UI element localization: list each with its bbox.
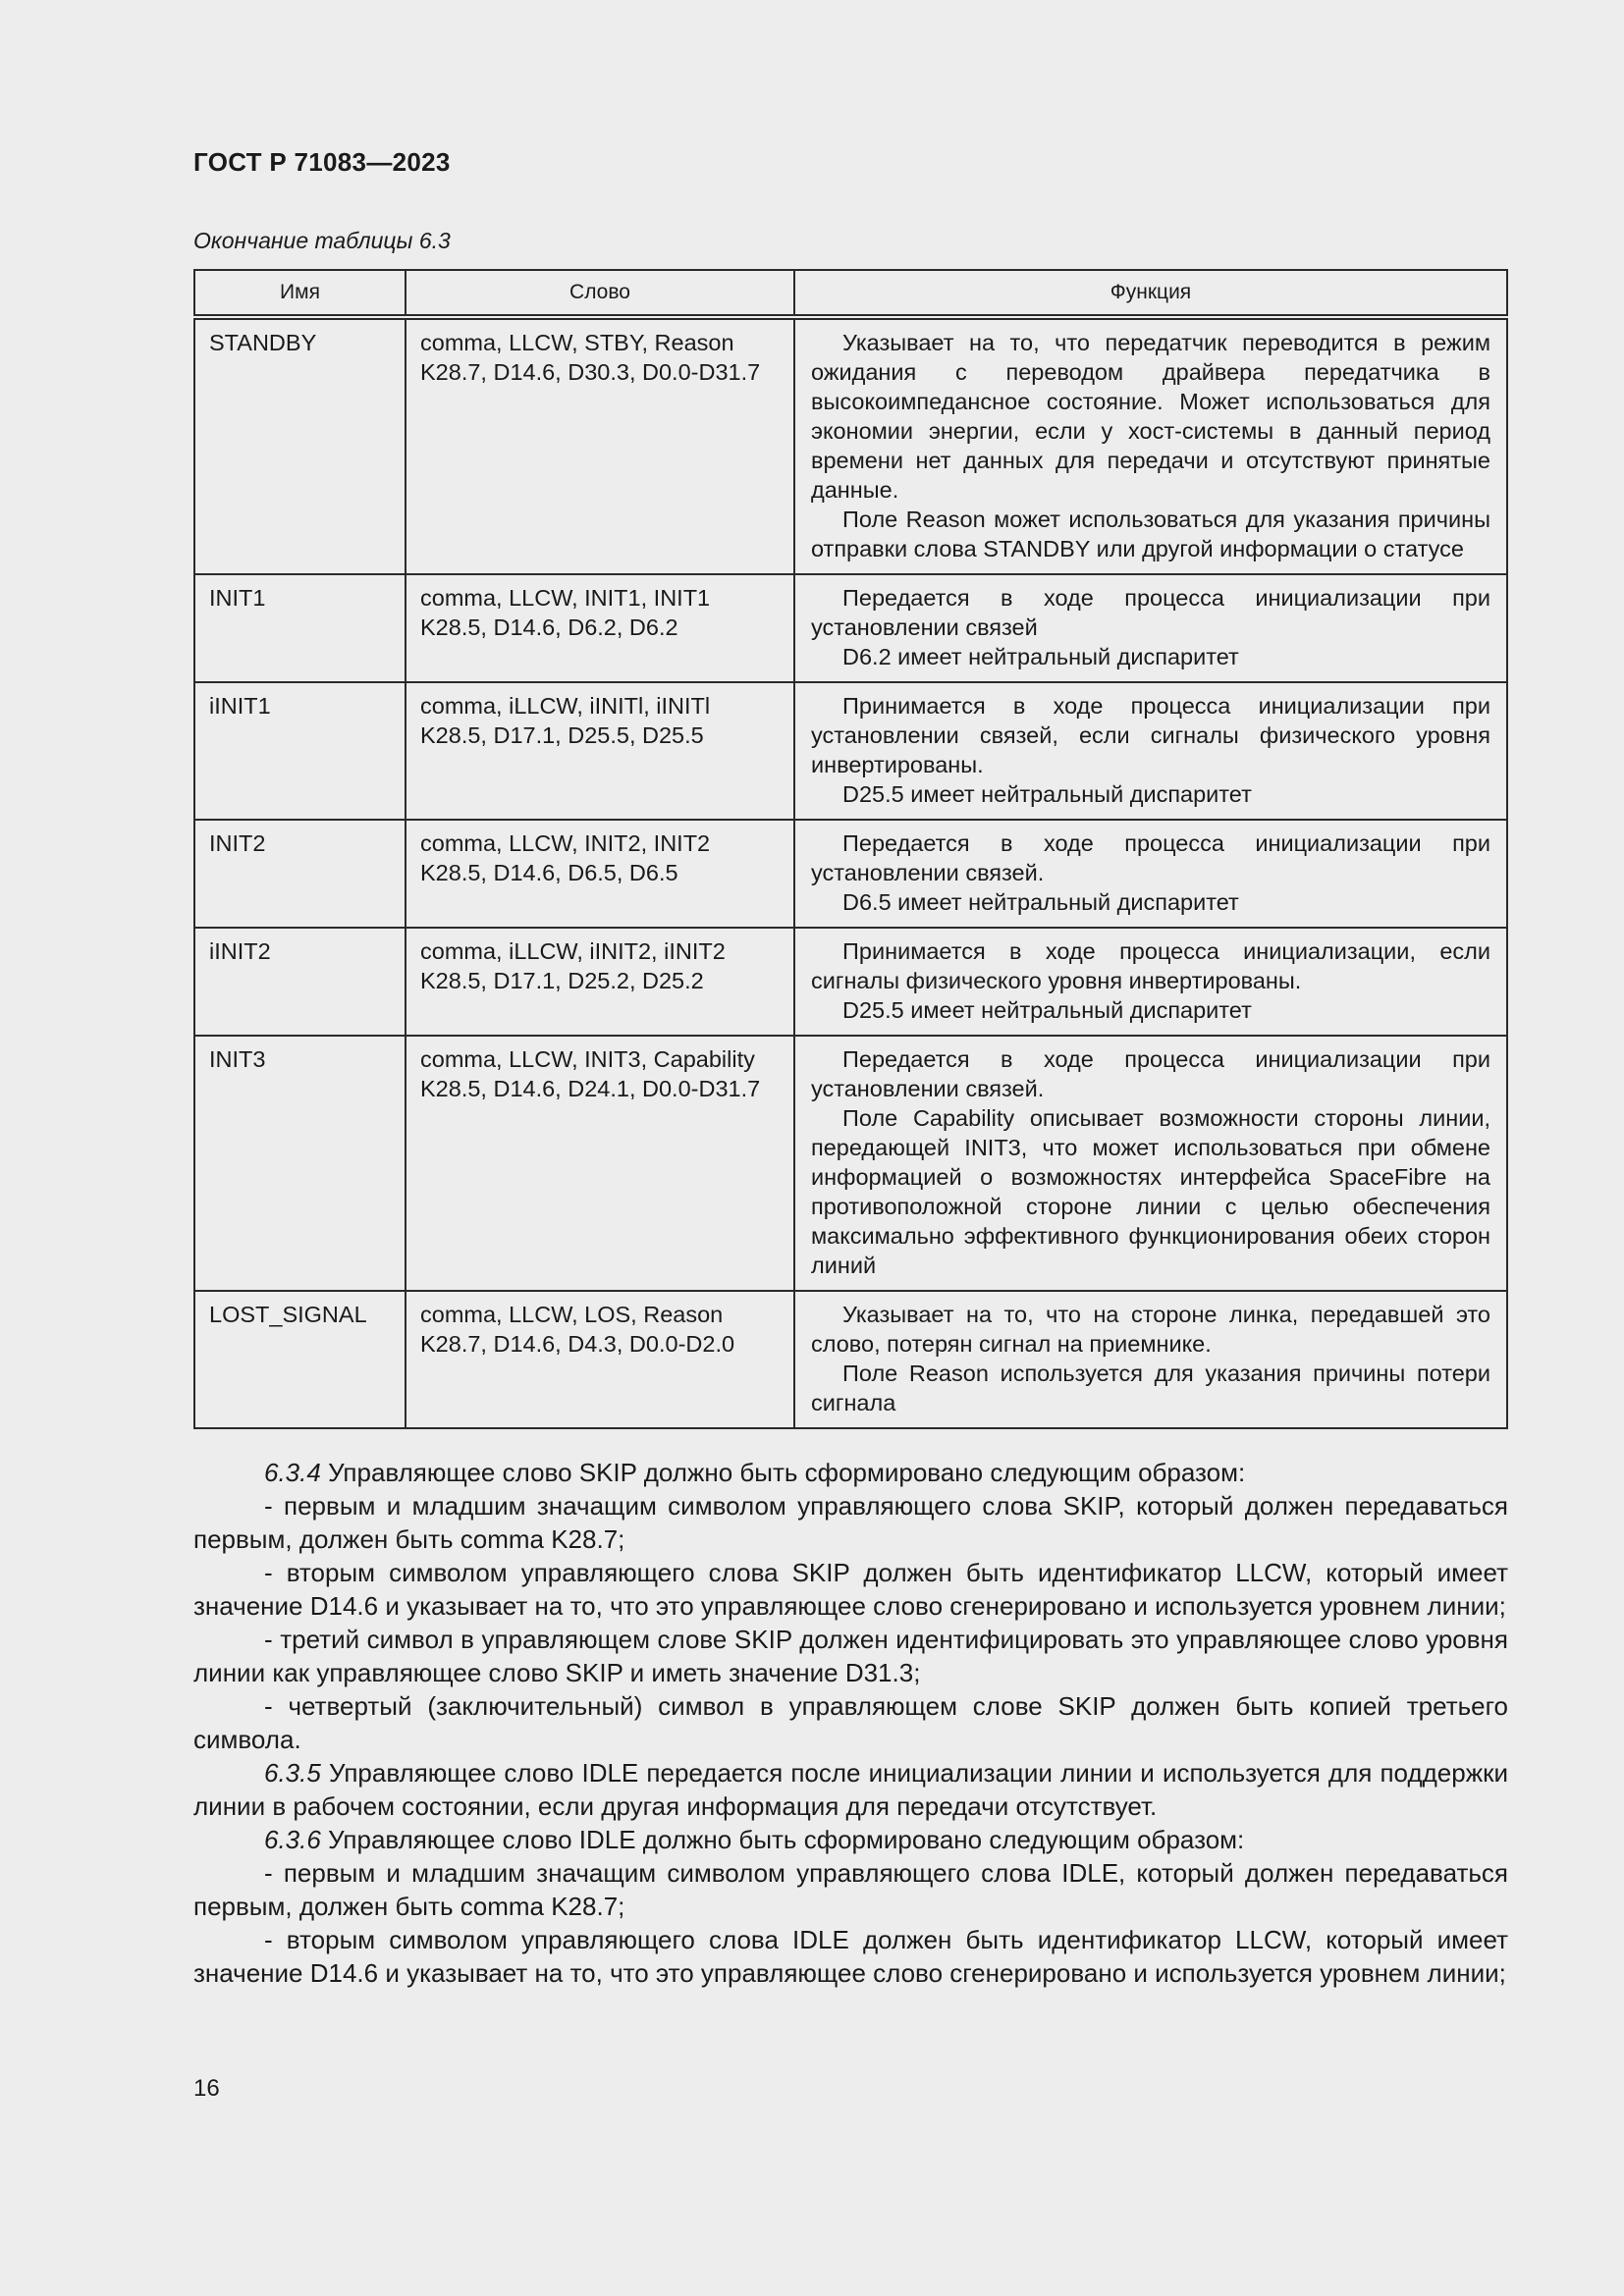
list-item: - вторым символом управляющего слова SKIP должен быть идентификатор LLCW, который имеет значение D14.6 и указывает на то, что это управляющее слово сгенерировано и используется уровнем линии; [193, 1558, 1508, 1621]
word-symbols: comma, iLLCW, iINIT2, iINIT2 [420, 938, 726, 964]
cell-name: INIT1 [194, 574, 406, 682]
function-paragraph: Указывает на то, что на стороне линка, передавшей это слово, потерян сигнал на приемнике. [811, 1302, 1490, 1357]
cell-word [406, 928, 794, 1036]
cell-word [406, 820, 794, 928]
word-codes: K28.5, D17.1, D25.2, D25.2 [420, 968, 704, 993]
function-paragraph: D6.5 имеет нейтральный диспаритет [842, 889, 1239, 915]
table-row [194, 682, 1507, 820]
list-item: - первым и младшим значащим символом управляющего слова IDLE, который должен передаваться первым, должен быть comma K28.7; [193, 1858, 1508, 1921]
word-codes: K28.7, D14.6, D30.3, D0.0-D31.7 [420, 359, 761, 385]
function-paragraph: Передается в ходе процесса инициализации при установлении связей. [811, 830, 1490, 885]
column-header-function: Функция [794, 270, 1507, 317]
table-row [194, 574, 1507, 682]
word-symbols: comma, LLCW, INIT2, INIT2 [420, 830, 711, 856]
page-number: 16 [193, 2075, 220, 2102]
table-row [194, 317, 1507, 574]
paragraph-6-3-4 [193, 1456, 1508, 1489]
word-codes: K28.5, D14.6, D6.2, D6.2 [420, 614, 678, 640]
function-paragraph: Принимается в ходе процесса инициализации при установлении связей, если сигналы физического уровня инвертированы. [811, 693, 1490, 777]
function-paragraph: Передается в ходе процесса инициализации при установлении связей. [811, 1046, 1490, 1101]
cell-name: STANDBY [194, 317, 406, 574]
standard-designation: ГОСТ Р 71083—2023 [193, 147, 451, 177]
cell-function [794, 574, 1507, 682]
cell-function [794, 1036, 1507, 1291]
function-paragraph: Указывает на то, что передатчик переводится в режим ожидания с переводом драйвера передатчика в высокоимпедансное состояние. Может использоваться для экономии энергии, если у хост-системы в данный период времени нет данных для передачи и отсутствуют принятые данные. [811, 330, 1490, 503]
list-item: - четвертый (заключительный) символ в управляющем слове SKIP должен быть копией третьего символа. [193, 1691, 1508, 1754]
column-header-name: Имя [194, 270, 406, 317]
cell-word [406, 682, 794, 820]
paragraph-text: Управляющее слово IDLE должно быть сформировано следующим образом: [328, 1825, 1245, 1854]
column-header-word: Слово [406, 270, 794, 317]
body-text [193, 1456, 1508, 1990]
cell-name: INIT3 [194, 1036, 406, 1291]
word-symbols: comma, LLCW, LOS, Reason [420, 1302, 724, 1327]
function-paragraph: Поле Reason может использоваться для указания причины отправки слова STANDBY или другой информации о статусе [811, 507, 1490, 561]
paragraph-text: Управляющее слово SKIP должно быть сформировано следующим образом: [328, 1458, 1246, 1487]
function-paragraph: Передается в ходе процесса инициализации при установлении связей [811, 585, 1490, 640]
paragraph-text: Управляющее слово IDLE передается после инициализации линии и используется для поддержки линии в рабочем состоянии, если другая информация для передачи отсутствует. [193, 1758, 1508, 1821]
paragraph-6-3-5 [193, 1756, 1508, 1823]
clause-number: 6.3.5 [264, 1758, 321, 1788]
table-header-row [194, 270, 1507, 317]
list-item: - первым и младшим значащим символом управляющего слова SKIP, который должен передаваться первым, должен быть comma K28.7; [193, 1491, 1508, 1554]
control-words-table [193, 269, 1508, 1429]
cell-function [794, 682, 1507, 820]
function-paragraph: D6.2 имеет нейтральный диспаритет [842, 644, 1239, 669]
function-paragraph: D25.5 имеет нейтральный диспаритет [842, 997, 1252, 1023]
cell-function [794, 928, 1507, 1036]
function-paragraph: D25.5 имеет нейтральный диспаритет [842, 781, 1252, 807]
cell-word [406, 1036, 794, 1291]
cell-function [794, 820, 1507, 928]
word-symbols: comma, iLLCW, iINITl, iINITl [420, 693, 711, 719]
clause-number: 6.3.4 [264, 1458, 321, 1487]
paragraph-6-3-6 [193, 1823, 1508, 1856]
function-paragraph: Поле Reason используется для указания причины потери сигнала [811, 1361, 1490, 1415]
word-codes: K28.5, D17.1, D25.5, D25.5 [420, 722, 704, 748]
cell-word [406, 317, 794, 574]
cell-function [794, 1291, 1507, 1428]
cell-name: LOST_SIGNAL [194, 1291, 406, 1428]
cell-word [406, 574, 794, 682]
table-row [194, 1036, 1507, 1291]
table-row [194, 820, 1507, 928]
word-symbols: comma, LLCW, INIT1, INIT1 [420, 585, 711, 611]
word-symbols: comma, LLCW, STBY, Reason [420, 330, 734, 355]
table-row [194, 928, 1507, 1036]
cell-name: iINIT1 [194, 682, 406, 820]
word-codes: K28.7, D14.6, D4.3, D0.0-D2.0 [420, 1331, 735, 1357]
cell-word [406, 1291, 794, 1428]
list-item: - вторым символом управляющего слова IDLE должен быть идентификатор LLCW, который имеет значение D14.6 и указывает на то, что это управляющее слово сгенерировано и используется уровнем линии; [193, 1925, 1508, 1988]
word-codes: K28.5, D14.6, D24.1, D0.0-D31.7 [420, 1076, 761, 1101]
word-symbols: comma, LLCW, INIT3, Capability [420, 1046, 755, 1072]
function-paragraph: Принимается в ходе процесса инициализации, если сигналы физического уровня инвертированы. [811, 938, 1490, 993]
cell-name: iINIT2 [194, 928, 406, 1036]
clause-number: 6.3.6 [264, 1825, 321, 1854]
list-item: - третий символ в управляющем слове SKIP должен идентифицировать это управляющее слово уровня линии как управляющее слово SKIP и иметь значение D31.3; [193, 1625, 1508, 1687]
cell-name: INIT2 [194, 820, 406, 928]
cell-function [794, 317, 1507, 574]
function-paragraph: Поле Capability описывает возможности стороны линии, передающей INIT3, что может использоваться при обмене информацией о возможностях интерфейса SpaceFibre на противоположной стороне линии с целью обеспечения максимально эффективного функционирования обеих сторон линий [811, 1105, 1490, 1278]
table-row [194, 1291, 1507, 1428]
word-codes: K28.5, D14.6, D6.5, D6.5 [420, 860, 678, 885]
table-caption: Окончание таблицы 6.3 [193, 228, 451, 253]
